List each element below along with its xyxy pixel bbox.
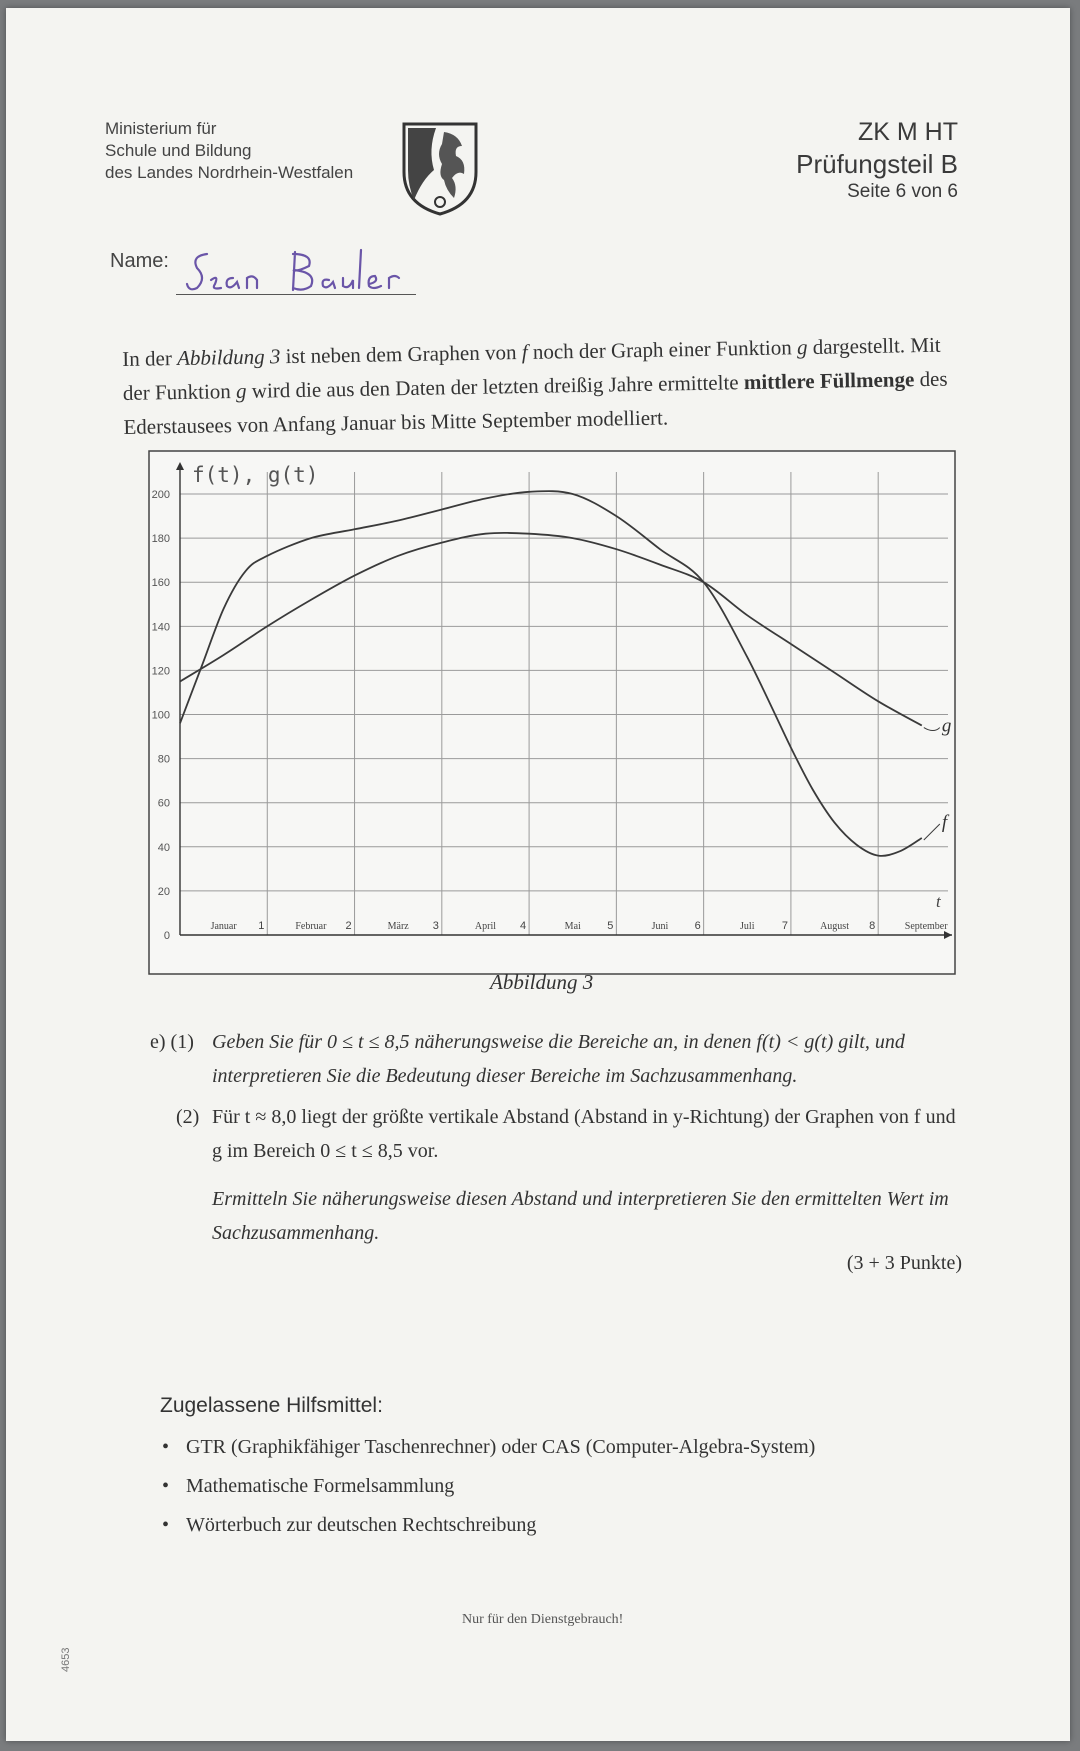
month-label: März (387, 921, 409, 932)
aids-list (160, 1428, 815, 1545)
ministry-line-2: Schule und Bildung (105, 141, 252, 160)
y-tick-label: 100 (151, 709, 170, 722)
month-label: Juni (651, 921, 669, 932)
figure-caption: Abbildung 3 (490, 970, 594, 994)
x-tick-label: 5 (607, 920, 614, 932)
x-axis-label: t (936, 892, 941, 911)
month-label: August (820, 921, 849, 932)
month-label: April (474, 921, 497, 932)
month-label: Februar (295, 921, 327, 932)
name-label: Name: (110, 250, 169, 272)
series-g-label: g (941, 715, 952, 737)
y-tick-label: 160 (151, 577, 170, 590)
figure-3-chart (148, 450, 956, 975)
x-tick-label: 2 (345, 920, 352, 932)
y-tick-label: 180 (151, 533, 170, 546)
task-e2-text: Für t ≈ 8,0 liegt der größte vertikale Abstand (Abstand in y-Richtung) der Graphen von f und g im Bereich 0 ≤ t ≤ 8,5 vor. (212, 1106, 956, 1162)
footer-note: Nur für den Dienstgebrauch! (462, 1612, 624, 1627)
task-e2-instruction: Ermitteln Sie näherungsweise diesen Abstand und interpretieren Sie den ermittelten Wert im Sachzusammenhang. (212, 1188, 949, 1244)
page-number: Seite 6 von 6 (847, 181, 958, 202)
task-e1 (150, 1025, 960, 1093)
y-tick-label: 20 (157, 885, 170, 898)
exam-part: Prüfungsteil B (796, 149, 958, 179)
series-f-label: f (941, 811, 948, 833)
month-label: Januar (210, 921, 237, 932)
task-e2-number: (2) (176, 1106, 200, 1128)
task-e2 (176, 1100, 960, 1250)
x-tick-label: 7 (781, 920, 788, 932)
chart-frame (149, 451, 955, 974)
points: (3 + 3 Punkte) (846, 1252, 962, 1274)
month-label: September (904, 921, 948, 932)
y-tick-label: 120 (151, 665, 170, 678)
exam-code: ZK M HT (858, 118, 958, 146)
month-label: Juli (740, 921, 755, 932)
nrw-crest-icon (400, 120, 480, 216)
aids-item: • GTR (Graphikfähiger Taschenrechner) oder CAS (Computer-Algebra-System) (160, 1428, 815, 1467)
ministry-line-1: Ministerium für (105, 119, 217, 138)
month-label: Mai (564, 921, 581, 932)
y-axis-label: f(t), g(t) (192, 463, 319, 487)
x-tick-label: 8 (869, 920, 876, 932)
x-tick-label: 3 (432, 920, 439, 932)
ministry-name (105, 118, 353, 184)
y-tick-label: 140 (151, 621, 170, 634)
ministry-line-3: des Landes Nordrhein-Westfalen (105, 163, 354, 182)
aids-item: • Wörterbuch zur deutschen Rechtschreibung (160, 1506, 815, 1545)
intro-paragraph: In der Abbildung 3 ist neben dem Graphen von f noch der Graph einer Funktion g dargestellt. Mit der Funktion g wird die aus den Daten der letzten dreißig Jahre ermittelte mittlere Füllmenge des Ederstausees von Anfang Januar bis Mitte September modelliert. (122, 332, 948, 439)
task-e1-number: e) (1) (150, 1031, 194, 1053)
y-tick-label: 80 (157, 753, 170, 766)
x-tick-label: 4 (520, 920, 527, 932)
aids-title: Zugelassene Hilfsmittel: (160, 1394, 383, 1417)
y-tick-label: 200 (151, 489, 170, 502)
chart-svg (148, 450, 956, 975)
y-tick-label: 0 (163, 930, 170, 942)
handwritten-name (185, 244, 425, 300)
x-tick-label: 6 (694, 920, 701, 932)
y-tick-label: 40 (157, 841, 170, 854)
task-e1-text: Geben Sie für 0 ≤ t ≤ 8,5 näherungsweise die Bereiche an, in denen f(t) < g(t) gilt, und interpretieren Sie die Bedeutung dieser Bereiche im Sachzusammenhang. (212, 1031, 905, 1087)
side-code: 4653 (60, 1647, 72, 1672)
exam-header (796, 116, 958, 204)
x-tick-label: 1 (258, 920, 265, 932)
y-tick-label: 60 (157, 797, 170, 810)
aids-item: • Mathematische Formelsammlung (160, 1467, 815, 1506)
